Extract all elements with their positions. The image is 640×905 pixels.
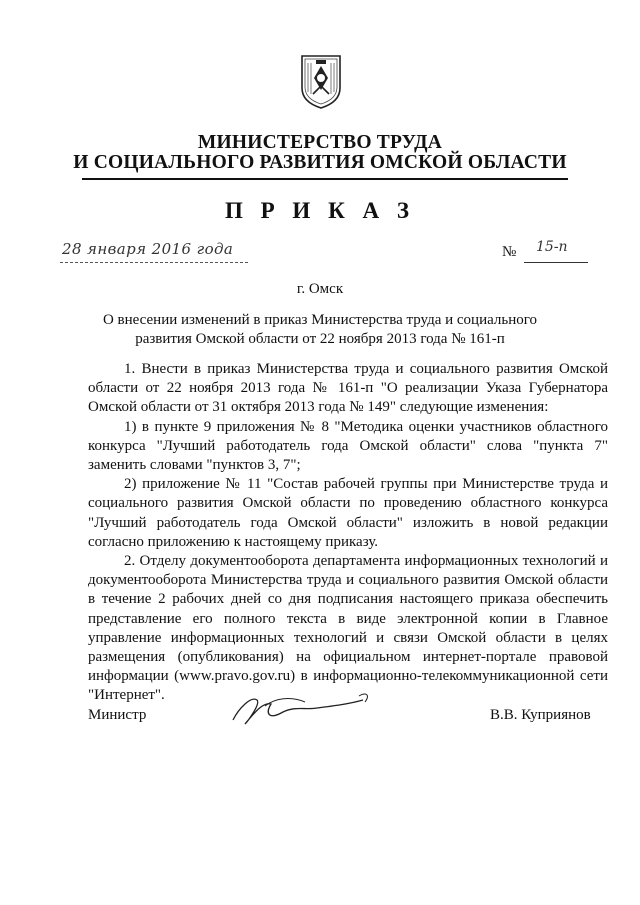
signatory-position: Министр bbox=[88, 707, 147, 723]
subject-line2: развития Омской области от 22 ноября 2013 года № 161-п bbox=[135, 331, 505, 347]
handwritten-number: 15-п bbox=[536, 239, 568, 255]
city-label: г. Омск bbox=[296, 281, 344, 297]
number-underline bbox=[524, 262, 588, 263]
number-label: № bbox=[502, 244, 517, 260]
ministry-name-line1: МИНИСТЕРСТВО ТРУДА bbox=[197, 132, 443, 153]
order-body bbox=[88, 360, 608, 706]
handwritten-signature-icon bbox=[225, 690, 375, 730]
body-paragraph-1: 1. Внести в приказ Министерства труда и социального развития Омской области от 22 ноября 2013 года № 161-п "О реализации Указа Губернатора Омской области от 31 октября 2013 года № 149" следующие изменения: bbox=[88, 361, 608, 416]
ministry-name-line2: И СОЦИАЛЬНОГО РАЗВИТИЯ ОМСКОЙ ОБЛАСТИ bbox=[73, 152, 567, 173]
document-type-title: П Р И К А З bbox=[224, 198, 415, 223]
order-subject bbox=[100, 311, 540, 349]
body-paragraph-3: 2) приложение № 11 "Состав рабочей группы при Министерстве труда и социального развития Омской области по проведению областного конкурса "Лучший работодатель года Омской области" изложить в новой редакции согласно приложению к настоящему приказу. bbox=[88, 476, 608, 550]
coat-of-arms-icon bbox=[299, 52, 343, 110]
date-underline bbox=[60, 262, 248, 264]
subject-line1: О внесении изменений в приказ Министерства труда и социального bbox=[102, 312, 538, 328]
body-paragraph-4: 2. Отделу документооборота департамента информационных технологий и документооборота Министерства труда и социального развития Омской области в течение 2 рабочих дней со дня подписания настоящего приказа обеспечить представление его полного текста в виде электронной копии в Главное управление информационных технологий и связи Омской области в целях размещения (опубликования) на официальном интернет-портале правовой информации (www.pravo.gov.ru) в информационно-телекоммуникационной сети "Интернет". bbox=[88, 553, 608, 704]
header-underline bbox=[82, 178, 568, 180]
handwritten-date: 28 января 2016 года bbox=[62, 240, 234, 258]
signatory-name: В.В. Куприянов bbox=[490, 707, 591, 723]
body-paragraph-2: 1) в пункте 9 приложения № 8 "Методика оценки участников областного конкурса "Лучший работодатель года Омской области" слова "пункта 7" заменить словами "пунктов 3, 7"; bbox=[88, 418, 608, 474]
